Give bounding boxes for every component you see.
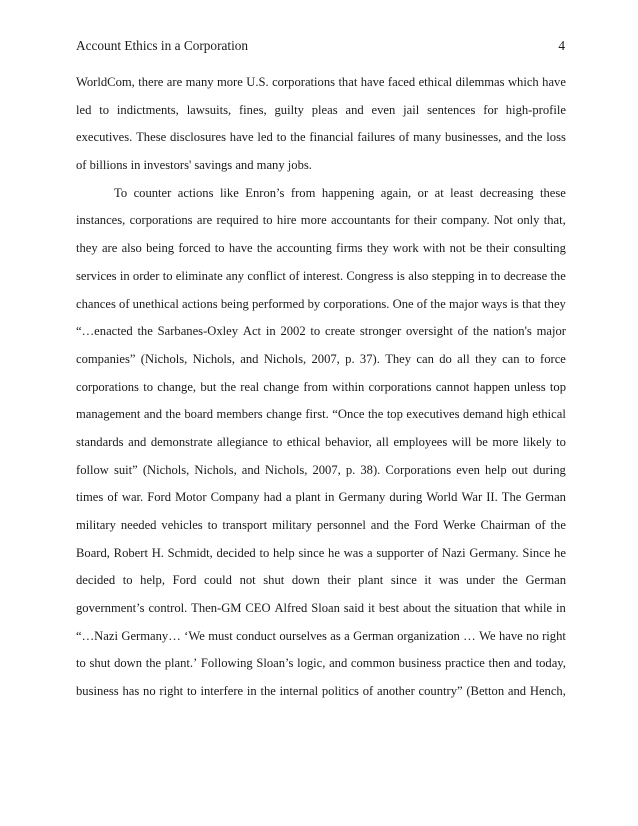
text-line: executives. These disclosures have led to the financial failures of many businesses, and the loss — [76, 130, 566, 145]
text-line: times of war. Ford Motor Company had a plant in Germany during World War II. The German — [76, 490, 566, 505]
text-line: “…Nazi Germany… ‘We must conduct ourselves as a German organization … We have no right — [76, 628, 566, 643]
text-line: of billions in investors' savings and many jobs. — [76, 158, 312, 173]
text-line: chances of unethical actions being performed by corporations. One of the major ways is that they — [76, 296, 566, 311]
text-line: companies” (Nichols, Nichols, and Nichols, 2007, p. 37). They can do all they can to force — [76, 351, 566, 366]
text-line: military needed vehicles to transport military personnel and the Ford Werke Chairman of the — [76, 518, 566, 532]
text-line: services in order to eliminate any conflict of interest. Congress is also stepping in to decrease the — [76, 268, 566, 283]
text-line: To counter actions like Enron’s from happening again, or at least decreasing these — [114, 185, 566, 200]
text-line: they are also being forced to have the accounting firms they work with not be their consulting — [76, 241, 566, 256]
text-line: corporations to change, but the real change from within corporations cannot happen unless top — [76, 379, 566, 394]
text-line: WorldCom, there are many more U.S. corporations that have faced ethical dilemmas which have — [76, 75, 566, 89]
body-text — [76, 69, 566, 706]
text-line: management and the board members change first. “Once the top executives demand high ethical — [76, 407, 566, 422]
page-header — [76, 37, 565, 55]
page-number: 4 — [558, 38, 565, 53]
text-line: to shut down the plant.’ Following Sloan’s logic, and common business practice then and today, — [76, 656, 566, 671]
text-line: business has no right to interfere in the internal politics of another country” (Betton and Hench, — [76, 684, 566, 699]
text-line: Board, Robert H. Schmidt, decided to help since he was a supporter of Nazi Germany. Since he — [76, 545, 566, 560]
text-line: “…enacted the Sarbanes-Oxley Act in 2002 to create stronger oversight of the nation's major — [76, 324, 566, 339]
text-line: led to indictments, lawsuits, fines, guilty pleas and even jail sentences for high-profile — [76, 102, 566, 117]
running-head: Account Ethics in a Corporation — [76, 38, 249, 53]
text-line: standards and demonstrate allegiance to ethical behavior, all employees will be more likely to — [76, 434, 566, 449]
text-line: decided to help, Ford could not shut down their plant since it was under the German — [76, 573, 566, 588]
text-line: instances, corporations are required to hire more accountants for their company. Not only that, — [76, 213, 566, 228]
text-line: government’s control. Then-GM CEO Alfred Sloan said it best about the situation that while in — [76, 601, 566, 616]
text-line: follow suit” (Nichols, Nichols, and Nichols, 2007, p. 38). Corporations even help out during — [76, 462, 566, 477]
